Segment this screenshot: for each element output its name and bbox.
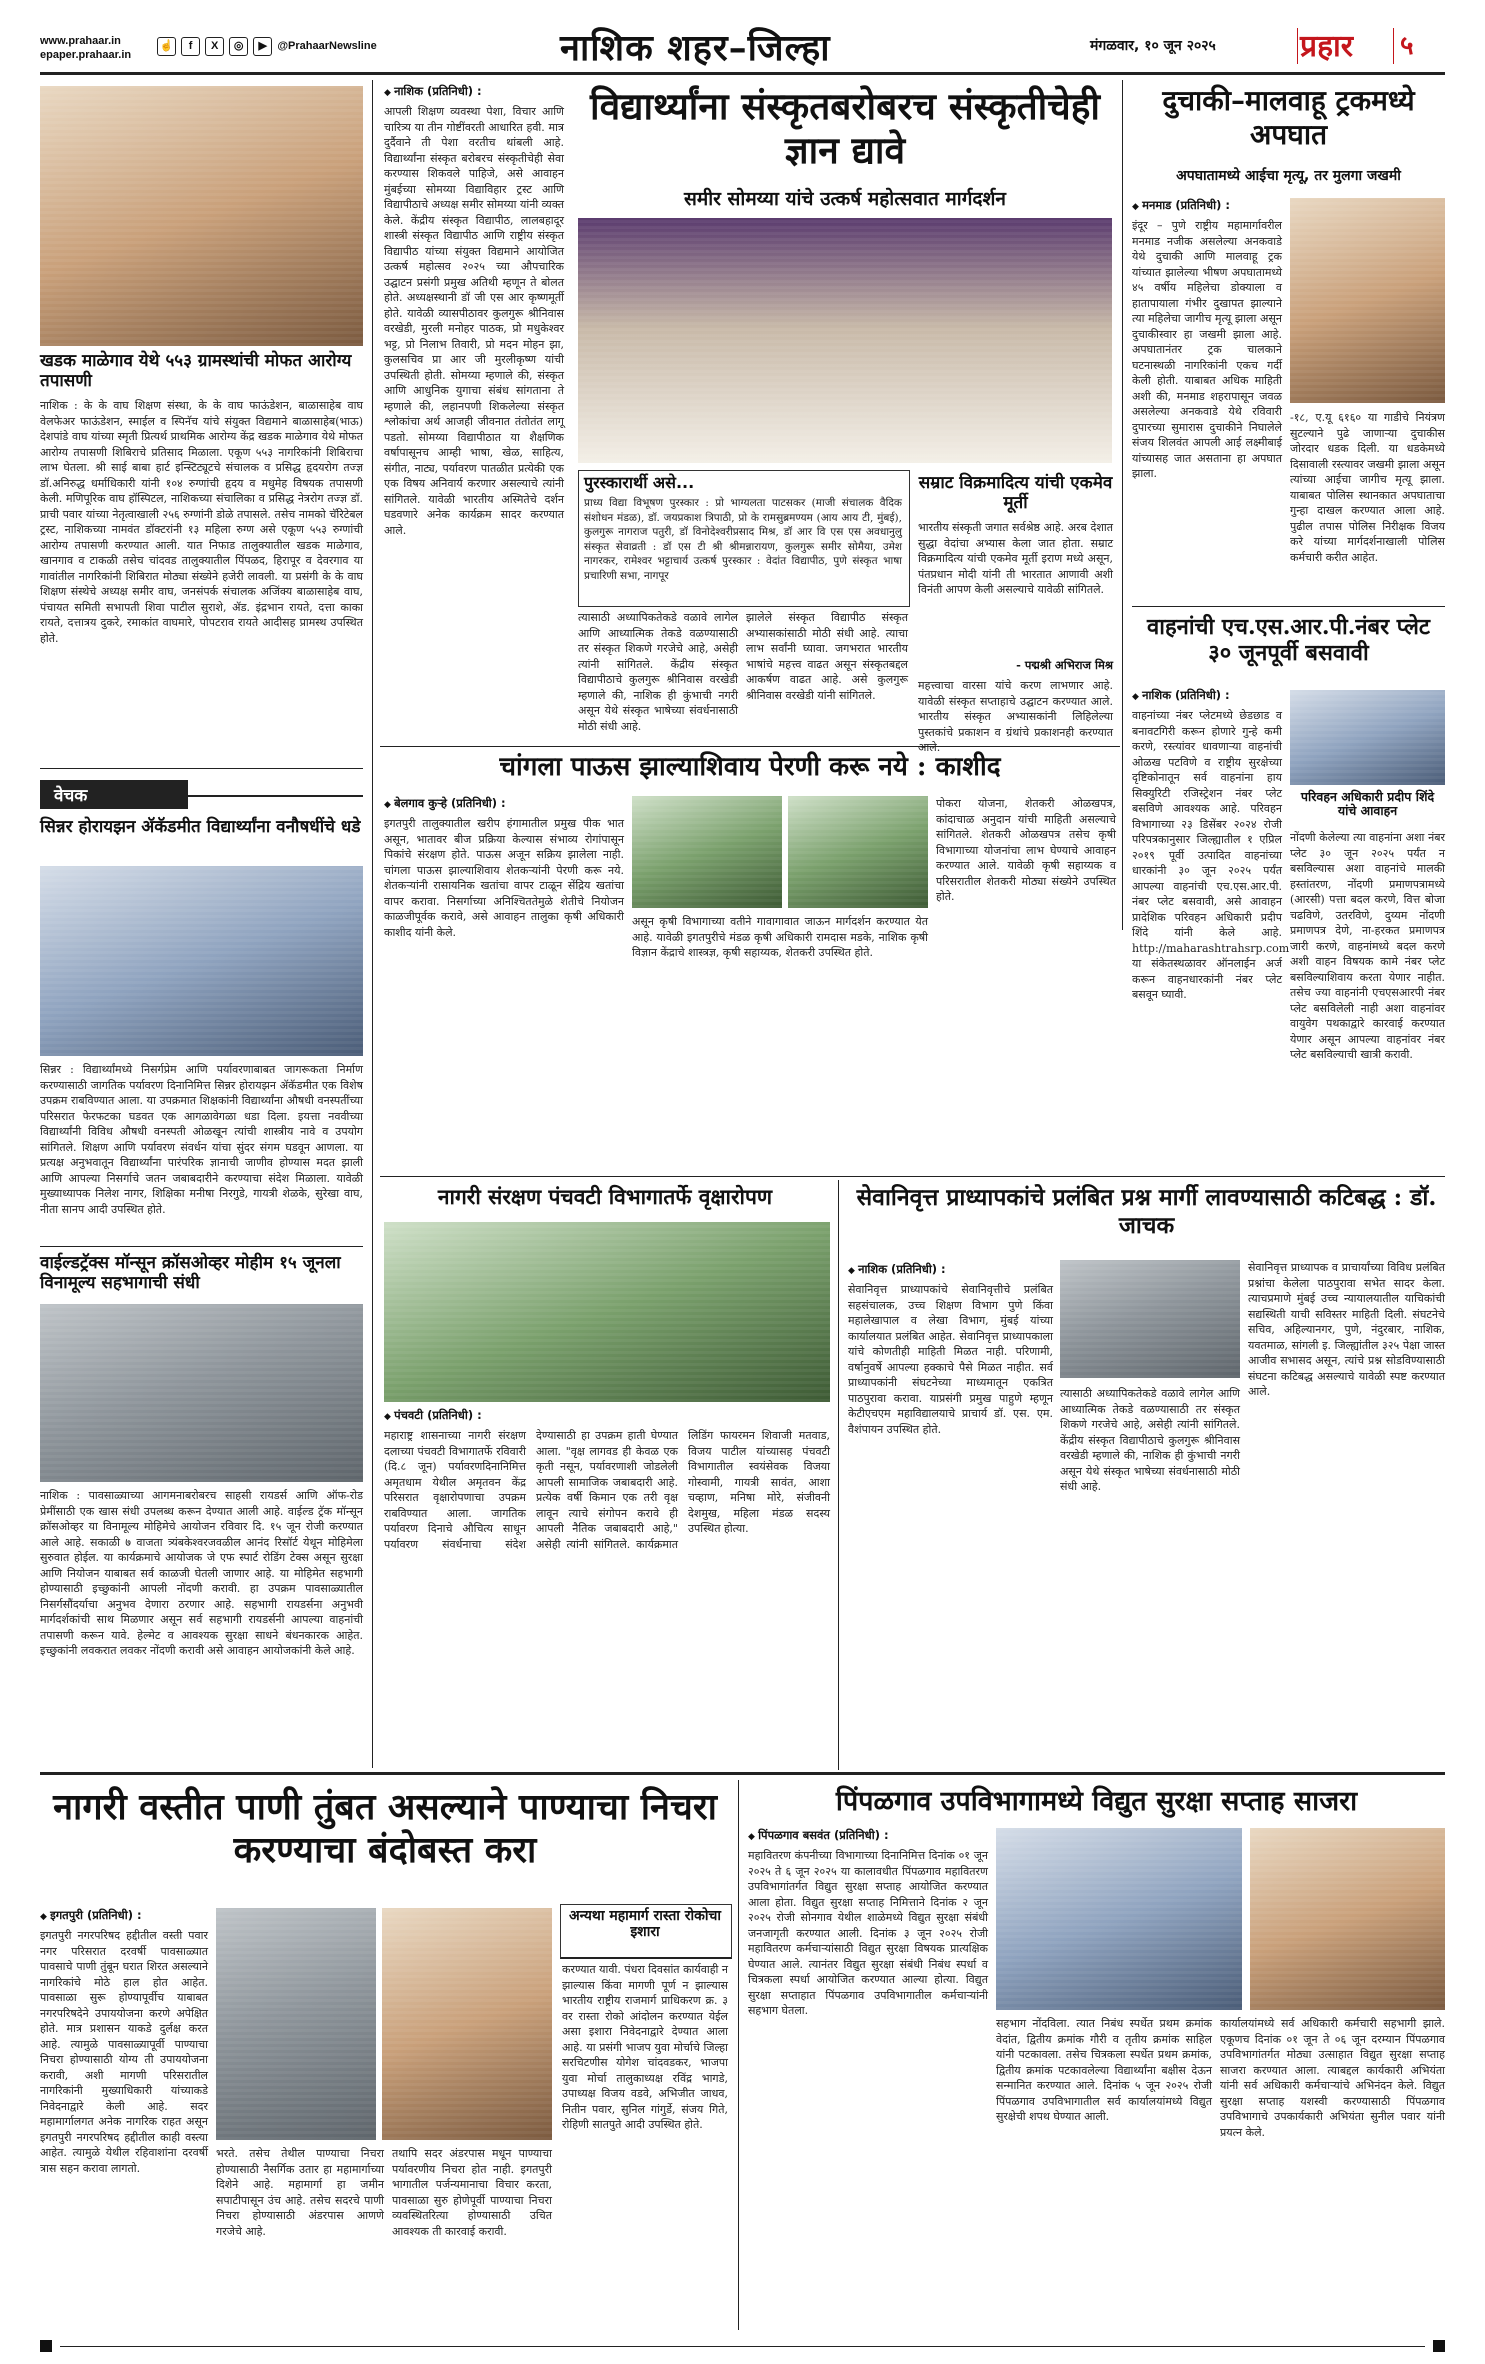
rain-sowing-headline: चांगला पाऊस झाल्याशिवाय पेरणी करू नये : काशीद bbox=[499, 752, 1001, 782]
website-url[interactable]: www.prahaar.in bbox=[40, 35, 121, 47]
tree-planting-photo bbox=[384, 1222, 830, 1402]
water-dispute-caption-right: तथापि सदर अंडरपास मधून पाण्याचा पर्यावरणीय निचरा होत नाही. इगतपुरी भागातील पर्जन्यमानाचा विचार करता, पावसाळा सुरु होणेपूर्वी पाण्याचा निचरा व्यवस्थितरित्या होण्यासाठी उचित आवश्यक ती कारवाई करावी. bbox=[392, 2147, 552, 2238]
issue-date: मंगळवार, १० जून २०२५ bbox=[1090, 38, 1216, 54]
professors-meeting-photo bbox=[1060, 1260, 1240, 1378]
vechak-photo bbox=[40, 866, 363, 1056]
sanskrit-stage-photo bbox=[578, 218, 1112, 463]
vechak-label: वेचक bbox=[40, 780, 188, 809]
instagram-icon[interactable]: ◎ bbox=[229, 37, 248, 56]
water-dispute-photo-2 bbox=[382, 1908, 552, 2140]
electricity-week-photo-1 bbox=[996, 1828, 1242, 2010]
accident-dateline: ◆ मनमाड (प्रतिनिधी) : bbox=[1132, 198, 1282, 213]
sanskrit-body-col3: झालेले संस्कृत विद्यापीठ संस्कृत अभ्यासकांसाठी मोठी संधी आहे. त्याचा लाभ सर्वांनी घ्यावा. जगभरात भारतीय भाषांचे महत्त्व वाढत असून संस्कृतबद्दल आकर्षण वाढत आहे. असे कुलगुरू श्रीनिवास वरखेडी यांनी सांगितले. bbox=[746, 611, 908, 702]
water-dispute-body: इगतपुरी नगरपरिषद हद्दीतील वस्ती पवार नगर परिसरात दरवर्षी पावसाळ्यात पावसाचे पाणी तुंबून घरात शिरत असल्याने नागरिकांचे मोठे हाल होत आहेत. पावसाळा सुरू होण्यापूर्वीच याबाबत नगरपरिषदेने उपाययोजना करणे अपेक्षित होते. मात्र प्रशासन याकडे दुर्लक्ष करत आहे. त्यामुळे पावसाळ्यापूर्वी पाण्याचा निचरा होण्यासाठी योग्य ती उपाययोजना करावी, अशी मागणी परिसरातील नागरिकांनी मुख्याधिकारी यांच्याकडे निवेदनाद्वारे केली आहे. सदर महामार्गालगत अनेक नागरिक राहत असून इगतपुरी नगरपरिषद हद्दीतील काही वस्त्या आहेत. त्यामुळे येथील रहिवाशांना दरवर्षी त्रास सहन करावा लागतो. bbox=[40, 1929, 208, 2175]
water-dispute-sidebar-body: करण्यात यावी. पंधरा दिवसांत कार्यवाही न झाल्यास किंवा मागणी पूर्ण न झाल्यास भारतीय राष्ट्रीय राजमार्ग प्राधिकरण क्र. ३ वर रास्ता रोको आंदोलन करण्यात येईल असा इशारा निवेदनाद्वारे देण्यात आला आहे. या प्रसंगी भाजप युवा मोर्चाचे जिल्हा सरचिटणीस योगेश चांदवडकर, भाजपा युवा मोर्चा तालुकाध्यक्ष रविंद्र भागडे, उपाध्यक्ष विजय वडवे, अभिजीत जाधव, नितीन पवार, सुनिल गांगुर्डे, संजय गिते, रोहिणी सातपुते आदी उपस्थित होते. bbox=[562, 1963, 729, 2131]
rain-sowing-dateline: ◆ बेलगाव कुऱ्हे (प्रतिनिधी) : bbox=[384, 796, 574, 811]
electricity-week-photo-2 bbox=[1250, 1828, 1445, 2010]
epaper-url[interactable]: epaper.prahaar.in bbox=[40, 49, 132, 61]
professors-body-col1: सेवानिवृत्त प्राध्यापकांचे सेवानिवृत्तीचे प्रलंबित सहसंचालक, उच्च शिक्षण विभाग पुणे किंवा महालेखापाल व लेखा विभाग, मुंबई यांच्या कार्यालयात प्रलंबित आहेत. सेवानिवृत्त प्राध्यापकाला यांचे कोणतीही माहिती मिळत नाही. परिणामी, वर्षानुवर्षे आपल्या हक्काचे पैसे मिळत नाहीत. सर्व प्राध्यापकांनी संघटनेच्या माध्यमातून एकत्रित पाठपुरावा करावा. याप्रसंगी प्रमुख पाहुणे म्हणून केटीएचएम महाविद्यालयाचे प्राचार्य डॉ. एस. एम. वैशंपायन उपस्थित होते. bbox=[848, 1283, 1053, 1436]
monsoon-drive-body: नाशिक : पावसाळ्याच्या आगमनाबरोबरच साहसी रायडर्स आणि ऑफ-रोड प्रेमींसाठी एक खास संधी उपलब्ध करून देण्यात आली आहे. वाईल्ड ट्रॅक मॉन्सून क्रॉसओव्हर या विनामूल्य मोहिमेचे आयोजन रविवार दि. १५ जून रोजी करण्यात आले आहे. सकाळी ७ वाजता त्र्यंबकेश्वरजवळील आनंद रिसॉर्ट येथून मोहिमेला सुरुवात होईल. या कार्यक्रमाचे आयोजक जे एफ स्पार्ट रोडिंग टेक्स असून सुरक्षा आणि नियोजन याबाबत सर्व काळजी घेतली जाणार आहे. या मोहिमेत सहभागी होण्यासाठी इच्छुकांनी आपली नोंदणी करावी. हा उपक्रम पावसाळ्यातील निसर्गसौंदर्याचा अनुभव देणारा ठरणार आहे. सहभागी रायडर्सना अनुभवी मार्गदर्शकांची साथ मिळणार असून सर्व सहभागी रायडर्सनी आपल्या वाहनांची तपासणी करून यावे. हेल्मेट व आवश्यक सुरक्षा साधने बंधनकारक आहेत. इच्छुकांनी लवकरात लवकर नोंदणी करावी असे आवाहन आयोजकांनी केले आहे. bbox=[40, 1489, 363, 1657]
rain-sowing-body-col2: असून कृषी विभागाच्या वतीने गावागावात जाऊन मार्गदर्शन करण्यात येत आहे. यावेळी इगतपुरीचे मंडळ कृषी अधिकारी रामदास मडके, नाशिक कृषी विज्ञान केंद्राचे शास्त्रज्ञ, कृषी सहाय्यक, शेतकरी उपस्थित होते. bbox=[632, 915, 928, 959]
hsrp-photo-caption: परिवहन अधिकारी प्रदीप शिंदे यांचे आवाहन bbox=[1300, 789, 1435, 819]
water-dispute-caption-left: भरते. तसेच तेथील पाण्याचा निचरा होण्यासाठी नैसर्गिक उतार हा महामार्गाच्या दिशेने आहे. महामार्गा हा जमीन सपाटीपासून उंच आहे. तसेच सदरचे पाणी निचरा होण्यासाठी अंडरपास आणणे गरजेचे आहे. bbox=[216, 2147, 384, 2238]
sanskrit-subheadline: समीर सोमय्या यांचे उत्कर्ष महोत्सवात मार्गदर्शन bbox=[684, 188, 1006, 210]
sanskrit-headline: विद्यार्थ्यांना संस्कृतबरोबरच संस्कृतीचेही ज्ञान द्यावे bbox=[590, 84, 1100, 173]
brand-logo: प्रहार bbox=[1300, 29, 1354, 64]
electricity-week-body-col2: सहभाग नोंदविला. त्यात निबंध स्पर्धेत प्रथम क्रमांक वेदांत, द्वितीय क्रमांक गौरी व तृतीय क्रमांक साहिल यांनी पटकावला. तसेच चित्रकला स्पर्धेत प्रथम क्रमांक, द्वितीय क्रमांक पटकावलेल्या विद्यार्थ्यांना बक्षीस देऊन सन्मानित करण्यात आले. दिनांक ५ जून २०२५ रोजी पिंपळगाव उपविभागातील सर्व कार्यालयांमध्ये विद्युत सुरक्षेची शपथ घेण्यात आली. bbox=[996, 2017, 1212, 2123]
health-camp-headline: खडक माळेगाव येथे ५५३ ग्रामस्थांची मोफत आरोग्य तपासणी bbox=[40, 351, 352, 391]
water-dispute-dateline: ◆ इगतपुरी (प्रतिनिधी) : bbox=[40, 1908, 240, 1923]
tree-planting-dateline: ◆ पंचवटी (प्रतिनिधी) : bbox=[384, 1408, 564, 1423]
professors-dateline: ◆ नाशिक (प्रतिनिधी) : bbox=[848, 1262, 1018, 1277]
professors-headline: सेवानिवृत्त प्राध्यापकांचे प्रलंबित प्रश्न मार्गी लावण्यासाठी कटिबद्ध : डॉ. जाचक bbox=[856, 1184, 1437, 1239]
health-camp-body: नाशिक : के के वाघ शिक्षण संस्था, के के वाघ फाऊंडेशन, बाळासाहेब वाघ वेलफेअर फाऊंडेशन, स्माईल व स्पिनॅच यांचे संयुक्त विद्यमाने बाळासाहेब(भाऊ) देशपांडे वाघ यांच्या स्मृती प्रित्यर्थ प्राथमिक आरोग्य केंद्र खडक माळेगाव येथे मोफत आरोग्य तपासणी शिबिराचे प्रतिसाद मिळाला. एकूण ५५३ नागरिकांनी शिबिराचा लाभ घेतला. श्री साई बाबा हार्ट इन्स्टिट्यूटचे संचालक व प्रसिद्ध हृदयरोग तज्ज्ञ डॉ.अनिरुद्ध धर्माधिकारी यांनी १०४ रुग्णांची हृदय व मधुमेह विषयक तपासणी केली. मणिपूरिक वाघ हॉस्पिटल, नाशिकच्या संचालिका व प्रसिद्ध नेत्ररोग तज्ज्ञ डॉ. प्राची पवार यांच्या नेतृत्वाखाली २५६ रुग्णांनी डोळे तपासले. तसेच नामको चॅरिटेबल ट्रस्ट, नाशिकच्या नामवंत डॉक्टरांनी १३ महिला रुग्ण असे एकूण ५५३ रुग्णांची आरोग्य तपासणी करण्यात आली. यात निफाड तालुक्यातील खडक माळेगाव, खानगाव व टाकळी तसेच चांदवड तालुक्यातील पिंपळद, हिरापूर व देवरगाव या गावांतील नागरिकांनी शिबिरात मोठ्या संख्येने हजेरी लावली. या प्रसंगी के के वाघ शिक्षण संस्थेचे अध्यक्ष समीर वाघ, जनसंपर्क संचालक अजिंक्य बाळासाहेब वाघ, पंचायत समिती सभापती शिवा पाटील सुराशे, ॲड. इंद्रभान रायते, दत्ता काका रायते, दत्तात्रय दुकरे, रमाकांत वाघमारे, पोपटराव रायते आदीसह प्रामस्थ उपस्थित होते. bbox=[40, 399, 363, 645]
tree-planting-body: महाराष्ट्र शासनाच्या नागरी संरक्षण दलाच्या पंचवटी विभागातर्फे रविवारी (दि.८ जून) पर्यावरणदिनानिमित्त अमृतधाम येथील अमृतवन केंद्र परिसरात वृक्षारोपणाचा उपक्रम राबविण्यात आला. जागतिक पर्यावरण दिनाचे औचित्य साधून पर्यावरण संवर्धनाचा संदेश देण्यासाठी हा उपक्रम हाती घेण्यात आला. "वृक्ष लागवड ही केवळ एक कृती नसून, पर्यावरणाशी जोडलेली आपली सामाजिक जबाबदारी आहे. प्रत्येक वर्षी किमान एक तरी वृक्ष लावून त्याचे संगोपन करावे ही आपली नैतिक जबाबदारी आहे," असेही त्यांनी सांगितले. कार्यक्रमात लिडिंग फायरमन शिवाजी मतवाड, विजय पाटील यांच्यासह पंचवटी विभागातील स्वयंसेवक विजया गोस्वामी, गायत्री सावंत, आशा चव्हाण, मनिषा मोरे, संजीवनी देशमुख, महिला मंडळ सदस्य उपस्थित होत्या. bbox=[384, 1429, 830, 1551]
accident-body-col2: -१८, ए.यू ६१६० या गाडीचे नियंत्रण सुटल्याने पुढे जाणाऱ्या दुचाकीस जोरदार धडक दिली. या धडकेमध्ये दिसावाली रस्त्यावर जखमी झाला असून त्यांच्या आईचा जागीच मृत्यू झाला. याबाबत पोलिस स्थानकात अपघाताचा गुन्हा दाखल करण्यात आला आहे. पुढील तपास पोलिस निरीक्षक विजय करे यांच्या मार्गदर्शनाखाली पोलिस कर्मचारी करीत आहेत. bbox=[1290, 411, 1445, 564]
electricity-week-body-col3: कार्यालयांमध्ये सर्व अधिकारी कर्मचारी सहभागी झाले. एकूणच दिनांक ०१ जून ते ०६ जून दरम्यान पिंपळगाव उपविभागांतर्गत मोठ्या उत्साहात विद्युत सुरक्षा सप्ताह साजरा करण्यात आला. त्याबद्दल कार्यकारी अभियंता यांनी सर्व अधिकारी कर्मचाऱ्यांचे अभिनंदन केले. विद्युत सुरक्षा सप्ताह यशस्वी करण्यासाठी पिंपळगाव उपविभागाचे उपकार्यकारी अभियंता सुनील पवार यांनी प्रयत्न केले. bbox=[1220, 2017, 1445, 2139]
rain-sowing-body-col1: इगतपुरी तालुक्यातील खरीप हंगामातील प्रमुख पीक भात असून, भातावर बीज प्रक्रिया केल्यास संभाव्य रोगांपासून पिकांचे संरक्षण होते. पाऊस अजून सक्रिय झालेला नाही. चांगला पाऊस झाल्याशिवाय शेतकऱ्यांनी पेरणी करू नये. शेतकऱ्यांनी रासायनिक खतांचा वापर टाळून सेंद्रिय खतांचा वापर करावा. निसर्गाच्या अनिश्चिततेमुळे शेतीचे नियोजन काळजीपूर्वक करावे, असे आवाहन तालुका कृषी अधिकारी काशीद यांनी केले. bbox=[384, 817, 624, 939]
health-camp-photo bbox=[40, 86, 363, 346]
monsoon-drive-photo bbox=[40, 1304, 363, 1482]
facebook-icon[interactable]: f bbox=[181, 37, 200, 56]
page-number: ५ bbox=[1400, 31, 1414, 61]
accident-victim-photo bbox=[1290, 198, 1445, 403]
social-handle[interactable]: @PrahaarNewsline bbox=[277, 40, 377, 52]
quote-body: भारतीय संस्कृती जगात सर्वश्रेष्ठ आहे. अरब देशात सुद्धा वेदांचा अभ्यास केला जात होता. सम्राट विक्रमादित्य यांची एकमेव मूर्ती इराण मध्ये असून, पंतप्रधान मोदी यांनी ती भारतात आणावी अशी विनंती आपण केली असल्याचे यावेळी सांगितले. bbox=[918, 521, 1113, 596]
youtube-icon[interactable]: ▶ bbox=[253, 37, 272, 56]
water-dispute-sidebar-title: अन्यथा महामार्ग रास्ता रोकोचा इशारा bbox=[568, 1908, 722, 1941]
sanskrit-bottom-note: महत्त्वाचा वारसा यांचे करण लाभणार आहे. यावेळी संस्कृत सप्ताहाचे उद्घाटन करण्यात आले. भारतीय संस्कृत अभ्यासकांनी लिहिलेल्या पुस्तकांचे प्रकाशन व ग्रंथांचे प्रकाशनही करण्यात आले. bbox=[918, 679, 1113, 754]
accident-headline: दुचाकी–मालवाहू ट्रकमध्ये अपघात bbox=[1162, 84, 1415, 151]
electricity-week-dateline: ◆ पिंपळगाव बसवंत (प्रतिनिधी) : bbox=[748, 1828, 968, 1843]
rain-sowing-photo-1 bbox=[632, 796, 782, 908]
electricity-week-body-col1: महावितरण कंपनीच्या विभागाच्या दिनानिमित्त दिनांक ०१ जून २०२५ ते ६ जून २०२५ या कालावधीत पिंपळगाव महावितरण उपविभागांतर्गत विद्युत सुरक्षा सप्ताह आयोजित करण्यात आला होता. विद्युत सुरक्षा सप्ताह निमित्ताने दिनांक २ जून २०२५ रोजी सोनगाव येथील शाळेमध्ये विद्युत सुरक्षा संबंधी जनजागृती करण्यात आली. दिनांक ३ जून २०२५ रोजी महावितरण कर्मचाऱ्यांसाठी विद्युत सुरक्षा विषयक प्रात्यक्षिक घेण्यात आले. त्यानंतर विद्युत सुरक्षा संबंधी निबंध स्पर्धा व चित्रकला स्पर्धा आयोजित करण्यात आल्या होत्या. विद्युत सुरक्षा सप्ताहात पिंपळगाव उपविभागातील कर्मचाऱ्यांनी सहभाग घेतला. bbox=[748, 1849, 988, 2017]
vechak-body: सिन्नर : विद्यार्थ्यांमध्ये निसर्गप्रेम आणि पर्यावरणाबाबत जागरूकता निर्माण करण्यासाठी जागतिक पर्यावरण दिनानिमित्त सिन्नर होरायझन ॲकॅडमीत एक विशेष उपक्रम राबविण्यात आला. या उपक्रमात शिक्षकांनी विद्यार्थ्यांना औषधी वनस्पतींच्या परिसरात फेरफटका घडवत एक आगळावेगळा धडा दिला. इयत्ता नववीच्या विद्यार्थ्यांनी विविध औषधी वनस्पती ओळखून त्यांची शास्त्रीय नावे व उपयोग सांगितले. शिक्षण आणि पर्यावरण संवर्धन यांचा सुंदर संगम घडवून आणला. या प्रत्यक्ष अनुभवातून विद्यार्थ्यांना पारंपरिक ज्ञानाची जाणीव होण्यास मदत झाली आणि आपल्या निसर्गाचे जतन जबाबदारीने करण्याचा संदेश मिळाला. यावेळी मुख्याध्यापक निलेश नागर, शिक्षिका मनीषा निरगुडे, गायत्री शेळके, सुरेखा वाघ, नीता सानप आदी उपस्थित होते. bbox=[40, 1063, 363, 1216]
quote-author: - पद्मश्री अभिराज मिश्र bbox=[1016, 658, 1113, 672]
awards-title: पुरस्कारार्थी असे... bbox=[584, 473, 695, 492]
water-dispute-headline: नागरी वस्तीत पाणी तुंबत असल्याने पाण्याचा निचरा करण्याचा बंदोबस्त करा bbox=[53, 1786, 717, 1872]
rain-sowing-body-col3: पोकरा योजना, शेतकरी ओळखपत्र, कांदाचाळ अनुदान यांची माहिती असल्याचे सांगितले. शेतकरी ओळखपत्र तसेच कृषी विभागाच्या योजनांचा लाभ घेण्याचे आवाहन करण्यात आले. यावेळी कृषी सहाय्यक व परिसरातील शेतकरी मोठ्या संख्येने उपस्थित होते. bbox=[936, 797, 1116, 903]
hsrp-body-col1: वाहनांच्या नंबर प्लेटमध्ये छेडछाड व बनावटगिरी करून होणारे गुन्हे कमी करणे, रस्त्यांवर धावणाऱ्या वाहनांची ओळख पटविणे व राष्ट्रीय सुरक्षेच्या दृष्टिकोनातून सर्व वाहनांना हाय सिक्युरिटी रजिस्ट्रेशन नंबर प्लेट बसविणे आवश्यक आहे. परिवहन विभागाच्या २३ डिसेंबर २०२४ रोजी परिपत्रकानुसार जिल्ह्यातील १ एप्रिल २०१९ पूर्वी उत्पादित वाहनांच्या धारकांनी ३० जून २०२५ पर्यंत आपल्या वाहनांची एच.एस.आर.पी. नंबर प्लेट बसवावी, असे आवाहन प्रादेशिक परिवहन अधिकारी प्रदीप शिंदे यांनी केले आहे. http://maharashtrahsrp.com या संकेतस्थळावर ऑनलाईन अर्ज करून वाहनधारकांनी नंबर प्लेट बसवून घ्यावी. bbox=[1132, 709, 1290, 1001]
hsrp-plate-photo bbox=[1290, 690, 1445, 785]
professors-body-col2-cont: त्यासाठी अध्यापिकतेकडे वळावे लागेल आणि आध्यात्मिक तेकडे वळण्यासाठी तर संस्कृत शिकणे गरजेचे आहे, असेही त्यांनी सांगितले. केंद्रीय संस्कृत विद्यापीठाचे कुलगुरू श्रीनिवास वरखेडी म्हणाले की, नाशिक ही कुंभाची नगरी असून येथे संस्कृत भाषेच्या संवर्धनासाठी मोठी संधी आहे. bbox=[1060, 1387, 1240, 1493]
electricity-week-headline: पिंपळगाव उपविभागामध्ये विद्युत सुरक्षा सप्ताह साजरा bbox=[835, 1786, 1358, 1817]
sanskrit-body-col1: आपली शिक्षण व्यवस्था पेशा, विचार आणि चारित्र्य या तीन गोष्टींवरती आधारित हवी. मात्र दुर्दैवाने ती पेशा वरतीच थांबली आहे. विद्यार्थ्यांना संस्कृत बरोबरच संस्कृतीचेही सेवा करण्यास शिकवले पाहिजे, असे आवाहन मुंबईच्या सोमय्या विद्याविहार ट्रस्ट आणि विद्यापीठाचे अध्यक्ष समीर सोमय्या यांनी व्यक्त केले. केंद्रीय संस्कृत विद्यापीठ, लालबहादूर शास्त्री संस्कृत विद्यापीठ आणि राष्ट्रीय संस्कृत विद्यापीठ यांच्या संयुक्त विद्यमाने आयोजित उत्कर्ष महोत्सव २०२५ च्या औपचारिक उद्घाटन प्रसंगी प्रमुख अतिथी म्हणून ते बोलत होते. अध्यक्षस्थानी डॉ जी एस आर कृष्णमूर्ती होते. यावेळी व्यासपीठावर कुलगुरू श्रीनिवास वरखेडी, मुरली मनोहर पाठक, प्रो मधुकेश्वर भट्ट, प्रो निलाभ तिवारी, प्रो मदन मोहन झा, कुलसचिव प्रा आर जी मुरलीकृष्ण यांची उपस्थिती होती. सोमय्या म्हणाले की, संस्कृत आणि आधुनिक युगाचा संबंध सांगताना ते म्हणाले की, लहानपणी शिकलेल्या संस्कृत श्लोकांचा अर्थ आजही जीवनात तंतोतंत लागू पडतो. सोमय्या विद्यापीठात या शैक्षणिक वर्षापासूनच आम्ही भाषा, खेळ, साहित्य, संगीत, नाट्य, पर्यावरण पातळीत प्रत्येकी एक एक विषय अनिवार्य करणार असल्याचे त्यांनी सांगितले. यावेळी भारतीय अस्मितेचे दर्शन घडवणारे अनेक कार्यक्रम सादर करण्यात आले. bbox=[384, 105, 564, 537]
accident-body-col1: इंदूर – पुणे राष्ट्रीय महामार्गावरील मनमाड नजीक असलेल्या अनकवाडे येथे दुचाकी आणि मालवाहू ट्रक यांच्यात झालेल्या भीषण अपघातामध्ये ४५ वर्षीय महिलेचा डोक्याला व हातापायाला गंभीर दुखापत झाल्याने त्या महिलेचा जागीच मृत्यू झाला असून दुचाकीस्वार हा जखमी झाला आहे. अपघातानंतर ट्रक चालकाने घटनास्थळी नागरिकांनी एकच गर्दी केली होती. याबाबत अधिक माहिती अशी की, मनमाड शहरापासून जवळ असलेल्या अनकवाडे येथे रविवारी दुपारच्या सुमारास दुचाकीने निघालेले संजय शिलवंत आपली आई लक्ष्मीबाई यांच्यासह जात असताना हा अपघात झाला. bbox=[1132, 219, 1282, 480]
monsoon-drive-headline: वाईल्डट्रॅक्स मॉन्सून क्रॉसओव्हर मोहीम १५ जूनला विनामूल्य सहभागाची संधी bbox=[40, 1253, 341, 1293]
registration-mark bbox=[40, 2340, 52, 2352]
awards-text: प्राध्य विद्या विभूषण पुरस्कार : प्रो भाग्यलता पाटसकर (माजी संचालक वैदिक संशोधन मंडळ), डॉ. जयप्रकाश त्रिपाठी, प्रो के रामसुब्रमण्यम (आय आय टी, मुंबई), कुलगुरू नागराज पतुरी, डॉ विनोदेश्वरीप्रसाद मिश्र, डॉ आर वि एस एस अवधानुलु संस्कृत सेवाव्रती : डॉ एस टी श्री श्रीमन्नारायण, कुलगुरू समीर सोमैया, उमेश नागरकर, रामेश्वर भट्टाचार्य उत्कर्ष पुरस्कार : वेदांत विद्यापीठ, पुणे संस्कृत भाषा प्रचारिणी सभा, नागपूर bbox=[584, 497, 902, 582]
accident-subheadline: अपघातामध्ये आईचा मृत्यू, तर मुलगा जखमी bbox=[1176, 168, 1401, 184]
tree-planting-headline: नागरी संरक्षण पंचवटी विभागातर्फे वृक्षारोपण bbox=[437, 1184, 773, 1209]
social-bar bbox=[157, 37, 417, 56]
sanskrit-body-col2: त्यासाठी अध्यापिकतेकडे वळावे लागेल आणि आध्यात्मिक तेकडे वळण्यासाठी तर संस्कृत शिकणे गरजेचे आहे, असेही त्यांनी सांगितले. केंद्रीय संस्कृत विद्यापीठाचे कुलगुरू श्रीनिवास वरखेडी म्हणाले की, नाशिक ही कुंभाची नगरी असून येथे संस्कृत भाषेच्या संवर्धनासाठी मोठी संधी आहे. bbox=[578, 611, 738, 733]
professors-body-col2: सेवानिवृत्त प्राध्यापक व प्राचार्यांच्या विविध प्रलंबित प्रश्नांचा केलेला पाठपुरावा सभेत सादर केला. त्याचप्रमाणे मुंबई उच्च न्यायालयातील याचिकांची सद्यस्थिती याची सविस्तर माहिती दिली. संघटनेचे सचिव, अहिल्यानगर, पुणे, नंदुरबार, नाशिक, यवतमाळ, सांगली इ. जिल्ह्यांतील ३२५ पेक्षा जास्त आजीव सभासद असून, त्यांचे प्रश्न सोडविण्यासाठी संघटना कटिबद्ध असल्याचे यावेळी स्पष्ट करण्यात आले. bbox=[1248, 1261, 1445, 1398]
touch-icon: ☝ bbox=[157, 37, 176, 56]
hsrp-body-col2: नोंदणी केलेल्या त्या वाहनांना अशा नंबर प्लेट ३० जून २०२५ पर्यंत न बसविल्यास अशा वाहनांचे मालकी हस्तांतरण, नोंदणी प्रमाणपत्रामध्ये (आरसी) पत्ता बदल करणे, वित्त बोजा चढविणे, उतरविणे, दुय्यम नोंदणी प्रमाणपत्र देणे, ना-हरकत प्रमाणपत्र जारी करणे, वाहनांमध्ये बदल करणे अशी वाहन विषयक कामे नंबर प्लेट बसविल्याशिवाय करता येणार नाहीत. तसेच ज्या वाहनांनी एचएसआरपी नंबर प्लेट बसविलेली नाही अशा वाहनांवर वायुवेग पथकाद्वारे कारवाई करण्यात येणार असून आपल्या वाहनांवर नंबर प्लेट बसविल्याची खात्री करावी. bbox=[1290, 831, 1445, 1061]
water-dispute-photo-1 bbox=[216, 1908, 376, 2140]
vechak-headline: सिन्नर होरायझन ॲकॅडमीत विद्यार्थ्यांना वनौषधींचे धडे bbox=[40, 817, 361, 837]
hsrp-headline: वाहनांची एच.एस.आर.पी.नंबर प्लेट ३० जूनपूर्वी बसवावी bbox=[1147, 614, 1430, 667]
x-icon[interactable]: X bbox=[205, 37, 224, 56]
hsrp-dateline: ◆ नाशिक (प्रतिनिधी) : bbox=[1132, 688, 1302, 703]
rain-sowing-photo-2 bbox=[788, 796, 928, 908]
registration-mark bbox=[1433, 2340, 1445, 2352]
sanskrit-dateline: ◆ नाशिक (प्रतिनिधी) : bbox=[384, 84, 544, 99]
quote-title: सम्राट विक्रमादित्य यांची एकमेव मूर्ती bbox=[918, 473, 1113, 513]
section-title: नाशिक शहर–जिल्हा bbox=[560, 27, 831, 69]
